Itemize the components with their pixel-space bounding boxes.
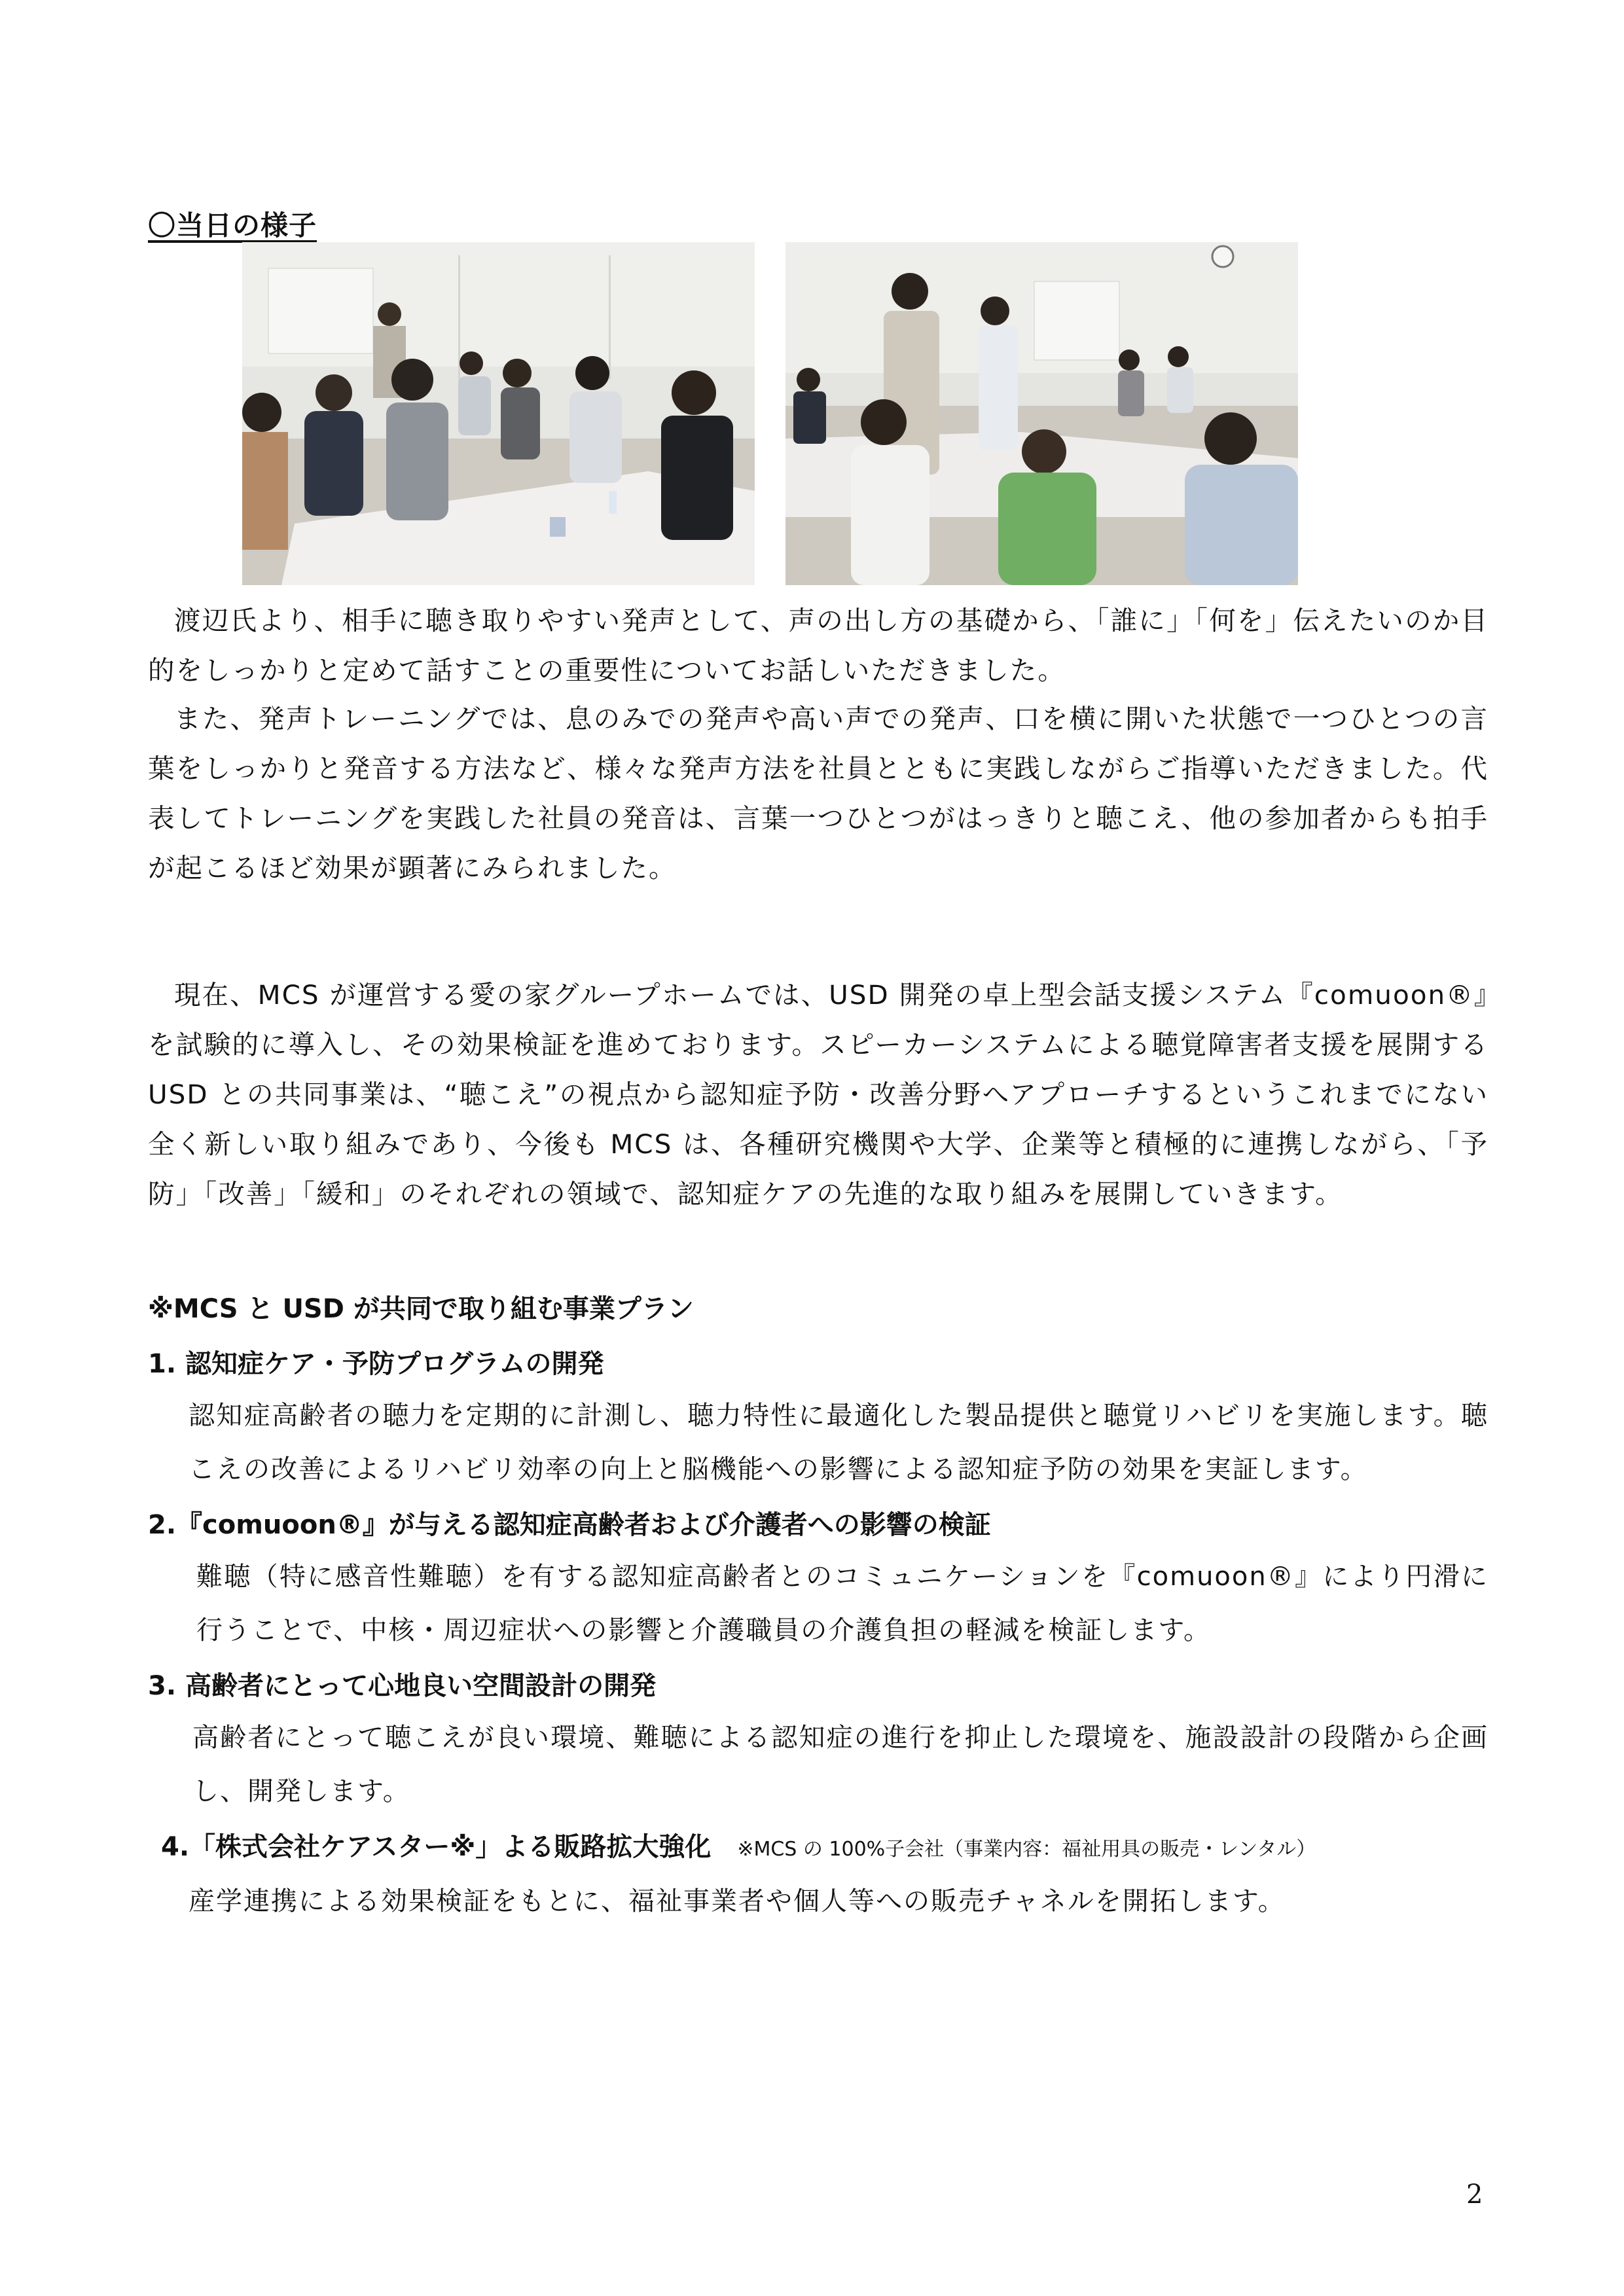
seminar-photo-1 (242, 242, 755, 585)
plan-item-title: 4.「株式会社ケアスター※」よる販路拡大強化 (161, 1832, 712, 1862)
plan-item-title: 2.『comuoon®』が与える認知症高齢者および介護者への影響の検証 (148, 1510, 991, 1540)
paragraph-3: 現在、MCS が運営する愛の家グループホームでは、USD 開発の卓上型会話支援システム『comuoon®』を試験的に導入し、その効果検証を進めております。スピーカーシステムによる聴覚障害者支援を展開する USD との共同事業は、“聴こえ”の視点から認知症予防・改善分野へアプローチするというこれまでにない全く新しい取り組みであり、今後も MCS は、各種研究機関や大学、企業等と積極的に連携しながら、「予防」「改善」「緩和」のそれぞれの領域で、認知症ケアの先進的な取り組みを展開していきます。 (148, 979, 1489, 1210)
plan-item-1 (148, 1339, 1489, 1496)
paragraph-2: また、発声トレーニングでは、息のみでの発声や高い声での発声、口を横に開いた状態で一つひとつの言葉をしっかりと発音する方法など、様々な発声方法を社員とともに実践しながらご指導いただきました。代表してトレーニングを実践した社員の発音は、言葉一つひとつがはっきりと聴こえ、他の参加者からも拍手が起こるほど効果が顕著にみられました。 (148, 703, 1489, 884)
page-number: 2 (1466, 2179, 1483, 2210)
plan-item-title: 1. 認知症ケア・予防プログラムの開発 (148, 1349, 604, 1379)
paragraph-1: 渡辺氏より、相手に聴き取りやすい発声として、声の出し方の基礎から、「誰に」「何を」伝えたいのか目的をしっかりと定めて話すことの重要性についてお話しいただきました。 (148, 605, 1489, 686)
seminar-photo-2 (785, 242, 1298, 585)
plan-item-body: 認知症高齢者の聴力を定期的に計測し、聴力特性に最適化した製品提供と聴覚リハビリを実施します。聴こえの改善によるリハビリ効率の向上と脳機能への影響による認知症予防の効果を実証します。 (189, 1401, 1489, 1484)
plan-item-4 (161, 1822, 1502, 1928)
plan-item-3 (148, 1661, 1489, 1818)
plan-item-body: 産学連携による効果検証をもとに、福祉事業者や個人等への販売チャネルを開拓します。 (189, 1886, 1286, 1916)
plan-item-body: 高齢者にとって聴こえが良い環境、難聴による認知症の進行を抑止した環境を、施設設計の段階から企画し、開発します。 (192, 1723, 1489, 1806)
section-heading: 〇当日の様子 (148, 209, 317, 242)
plan-item-title: 3. 高齢者にとって心地良い空間設計の開発 (148, 1671, 657, 1701)
plan-title: ※MCS と USD が共同で取り組む事業プラン (148, 1294, 694, 1324)
plan-item-note: ※MCS の 100%子会社（事業内容：福祉用具の販売・レンタル） (737, 1838, 1316, 1861)
plan-item-title-row (161, 1822, 1502, 1874)
plan-item-2 (148, 1500, 1489, 1657)
plan-item-body: 難聴（特に感音性難聴）を有する認知症高齢者とのコミュニケーションを『comuoon®』により円滑に行うことで、中核・周辺症状への影響と介護職員の介護負担の軽減を検証します。 (196, 1562, 1489, 1645)
